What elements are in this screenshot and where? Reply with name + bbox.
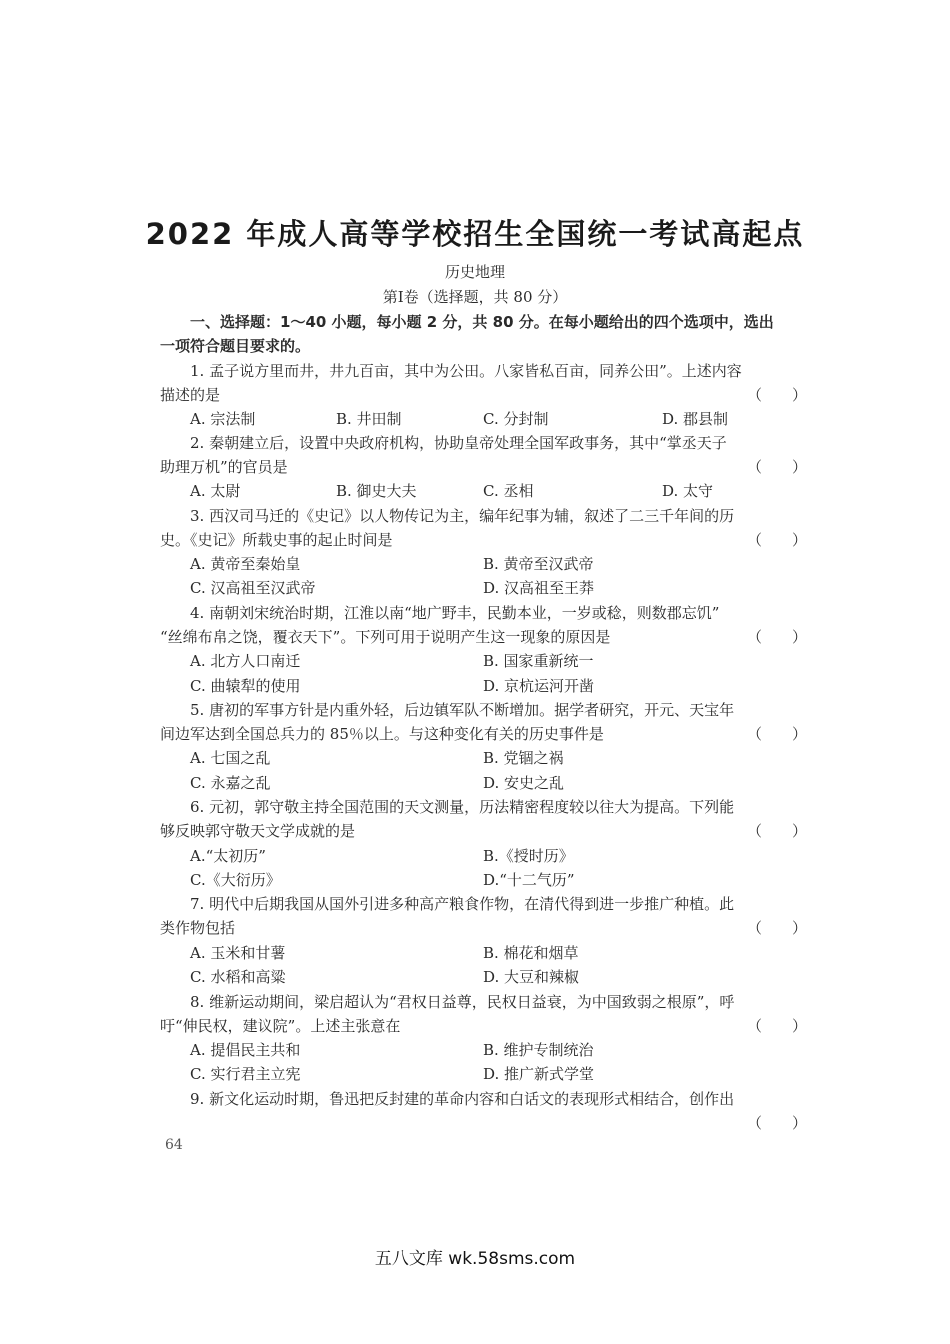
question-1-option-d: D. 郡县制 [662, 410, 729, 428]
question-6-stem-line-1: 6. 元初，郭守敬主持全国范围的天文测量，历法精密程度较以往大为提高。下列能 [190, 798, 735, 816]
question-6-option-d: D.“十二气历” [483, 871, 575, 889]
question-8-option-b: B. 维护专制统治 [483, 1041, 594, 1059]
answer-blank: （ ） [747, 725, 808, 743]
question-1-stem-line-1: 1. 孟子说方里而井，井九百亩，其中为公田。八家皆私百亩，同养公田”。上述内容 [190, 362, 742, 380]
answer-blank: （ ） [747, 1017, 808, 1035]
question-3-stem-line-1: 3. 西汉司马迁的《史记》以人物传记为主，编年纪事为辅，叙述了二三千年间的历 [190, 507, 735, 525]
footer-watermark: 五八文库 wk.58sms.com [374, 1249, 576, 1269]
question-1-option-c: C. 分封制 [483, 410, 549, 428]
question-7-stem-line-2: 类作物包括 [160, 919, 236, 937]
question-5-option-a: A. 七国之乱 [190, 749, 271, 767]
question-7-option-a: A. 玉米和甘薯 [190, 944, 286, 962]
question-8-option-a: A. 提倡民主共和 [190, 1041, 301, 1059]
question-6-stem-line-2: 够反映郭守敬天文学成就的是 [160, 822, 356, 840]
question-2-stem-line-1: 2. 秦朝建立后，设置中央政府机构，协助皇帝处理全国军政事务，其中“掌丞天子 [190, 434, 727, 452]
question-5-option-b: B. 党锢之祸 [483, 749, 564, 767]
answer-blank: （ ） [747, 386, 808, 404]
question-3-option-b: B. 黄帝至汉武帝 [483, 555, 594, 573]
question-3-option-a: A. 黄帝至秦始皇 [190, 555, 301, 573]
section-instruction-line-1: 一、选择题：1～40 小题，每小题 2 分，共 80 分。在每小题给出的四个选项中，选出 [190, 313, 774, 331]
question-4-option-a: A. 北方人口南迁 [190, 652, 301, 670]
question-3-option-d: D. 汉高祖至王莽 [483, 579, 595, 597]
page-number: 64 [165, 1137, 183, 1153]
question-2-option-d: D. 太守 [662, 482, 714, 500]
question-4-option-c: C. 曲辕犁的使用 [190, 677, 301, 695]
question-1-stem-line-2: 描述的是 [160, 386, 221, 404]
question-6-option-b: B.《授时历》 [483, 847, 574, 865]
answer-blank: （ ） [747, 531, 808, 549]
question-9-stem-line-1: 9. 新文化运动时期，鲁迅把反封建的革命内容和白话文的表现形式相结合，创作出 [190, 1090, 735, 1108]
section-instruction-line-2: 一项符合题目要求的。 [160, 337, 311, 355]
question-5-stem-line-2: 间边军达到全国总兵力的 85％以上。与这种变化有关的历史事件是 [160, 725, 604, 743]
exam-title: 2022 年成人高等学校招生全国统一考试高起点 [145, 217, 805, 251]
question-2-option-b: B. 御史大夫 [336, 482, 417, 500]
question-8-option-c: C. 实行君主立宪 [190, 1065, 301, 1083]
question-5-option-d: D. 安史之乱 [483, 774, 565, 792]
question-4-stem-line-2: “丝绵布帛之饶，覆衣天下”。下列可用于说明产生这一现象的原因是 [160, 628, 611, 646]
question-4-stem-line-1: 4. 南朝刘宋统治时期，江淮以南“地广野丰，民勤本业，一岁或稔，则数郡忘饥” [190, 604, 720, 622]
question-4-option-b: B. 国家重新统一 [483, 652, 594, 670]
question-7-option-d: D. 大豆和辣椒 [483, 968, 580, 986]
answer-blank: （ ） [747, 919, 808, 937]
question-2-option-c: C. 丞相 [483, 482, 534, 500]
question-5-option-c: C. 永嘉之乱 [190, 774, 271, 792]
question-3-stem-line-2: 史。《史记》所载史事的起止时间是 [160, 531, 393, 549]
question-7-option-b: B. 棉花和烟草 [483, 944, 579, 962]
question-4-option-d: D. 京杭运河开凿 [483, 677, 595, 695]
question-5-stem-line-1: 5. 唐初的军事方针是内重外轻，后边镇军队不断增加。据学者研究，开元、天宝年 [190, 701, 735, 719]
answer-blank: （ ） [747, 458, 808, 476]
question-1-option-b: B. 井田制 [336, 410, 402, 428]
question-8-stem-line-2: 吁“伸民权，建议院”。上述主张意在 [160, 1017, 401, 1035]
question-7-option-c: C. 水稻和高粱 [190, 968, 286, 986]
question-2-stem-line-2: 助理万机”的官员是 [160, 458, 288, 476]
question-6-option-c: C.《大衍历》 [190, 871, 281, 889]
question-8-option-d: D. 推广新式学堂 [483, 1065, 595, 1083]
question-1-option-a: A. 宗法制 [190, 410, 256, 428]
question-8-stem-line-1: 8. 维新运动期间，梁启超认为“君权日益尊，民权日益衰，为中国致弱之根原”，呼 [190, 993, 735, 1011]
question-7-stem-line-1: 7. 明代中后期我国从国外引进多种高产粮食作物，在清代得到进一步推广种植。此 [190, 895, 735, 913]
answer-blank: （ ） [747, 822, 808, 840]
exam-subject: 历史地理 [444, 263, 505, 281]
question-3-option-c: C. 汉高祖至汉武帝 [190, 579, 316, 597]
volume-heading: 第Ⅰ卷（选择题，共 80 分） [382, 288, 568, 306]
answer-blank: （ ） [747, 1114, 808, 1132]
answer-blank: （ ） [747, 628, 808, 646]
question-6-option-a: A.“太初历” [190, 847, 266, 865]
question-2-option-a: A. 太尉 [190, 482, 241, 500]
